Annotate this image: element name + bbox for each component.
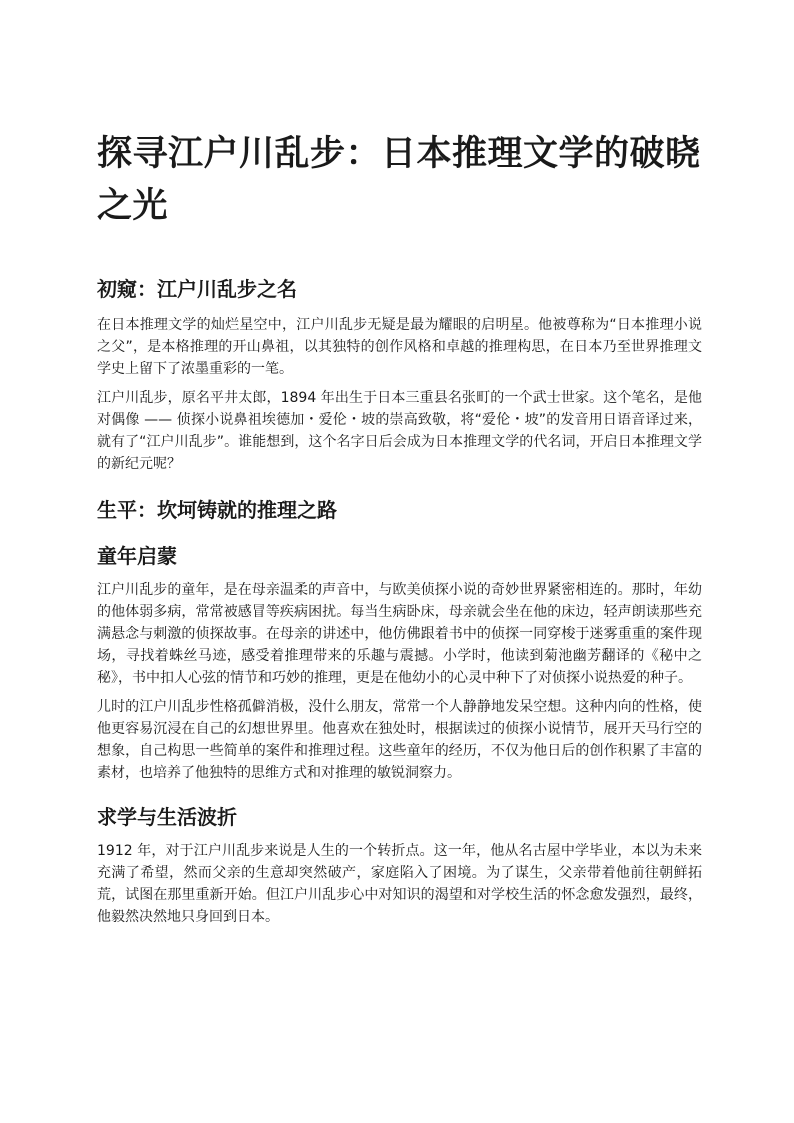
section-heading-intro: 初窥：江户川乱步之名 [97, 277, 297, 301]
paragraph: 江户川乱步，原名平井太郎，1894 年出生于日本三重县名张町的一个武士世家。这个笔名，是他对偶像 —— 侦探小说鼻祖埃德加・爱伦・坡的崇高致敬，将“爱伦・坡”的发音用日语音译过来，就有了“江户川乱步”。谁能想到，这个名字日后会成为日本推理文学的代名词，开启日本推理文学的新纪元呢？ [97, 390, 702, 472]
subsection-heading-study: 求学与生活波折 [97, 805, 237, 829]
paragraph: 1912 年，对于江户川乱步来说是人生的一个转折点。这一年，他从名古屋中学毕业，本以为未来充满了希望，然而父亲的生意却突然破产，家庭陷入了困境。为了谋生，父亲带着他前往朝鲜拓荒，试图在那里重新开始。但江户川乱步心中对知识的渴望和对学校生活的怀念愈发强烈，最终，他毅然决然地只身回到日本。 [97, 843, 702, 925]
paragraph: 在日本推理文学的灿烂星空中，江户川乱步无疑是最为耀眼的启明星。他被尊称为“日本推理小说之父”，是本格推理的开山鼻祖，以其独特的创作风格和卓越的推理构思，在日本乃至世界推理文学史上留下了浓墨重彩的一笔。 [97, 317, 702, 377]
page-title: 探寻江户川乱步：日本推理文学的破晓之光 [97, 134, 701, 226]
paragraph: 江户川乱步的童年，是在母亲温柔的声音中，与欧美侦探小说的奇妙世界紧密相连的。那时，年幼的他体弱多病，常常被感冒等疾病困扰。每当生病卧床，母亲就会坐在他的床边，轻声朗读那些充满悬念与刺激的侦探故事。在母亲的讲述中，他仿佛跟着书中的侦探一同穿梭于迷雾重重的案件现场，寻找着蛛丝马迹，感受着推理带来的乐趣与震撼。小学时，他读到菊池幽芳翻译的《秘中之秘》，书中扣人心弦的情节和巧妙的推理，更是在他幼小的心灵中种下了对侦探小说热爱的种子。 [97, 582, 702, 686]
paragraph: 儿时的江户川乱步性格孤僻消极，没什么朋友，常常一个人静静地发呆空想。这种内向的性格，使他更容易沉浸在自己的幻想世界里。他喜欢在独处时，根据读过的侦探小说情节，展开天马行空的想象，自己构思一些简单的案件和推理过程。这些童年的经历，不仅为他日后的创作积累了丰富的素材，也培养了他独特的思维方式和对推理的敏锐洞察力。 [97, 699, 702, 781]
subsection-heading-childhood: 童年启蒙 [97, 544, 177, 568]
document-page [97, 128, 702, 935]
section-heading-life: 生平：坎坷铸就的推理之路 [97, 498, 337, 522]
